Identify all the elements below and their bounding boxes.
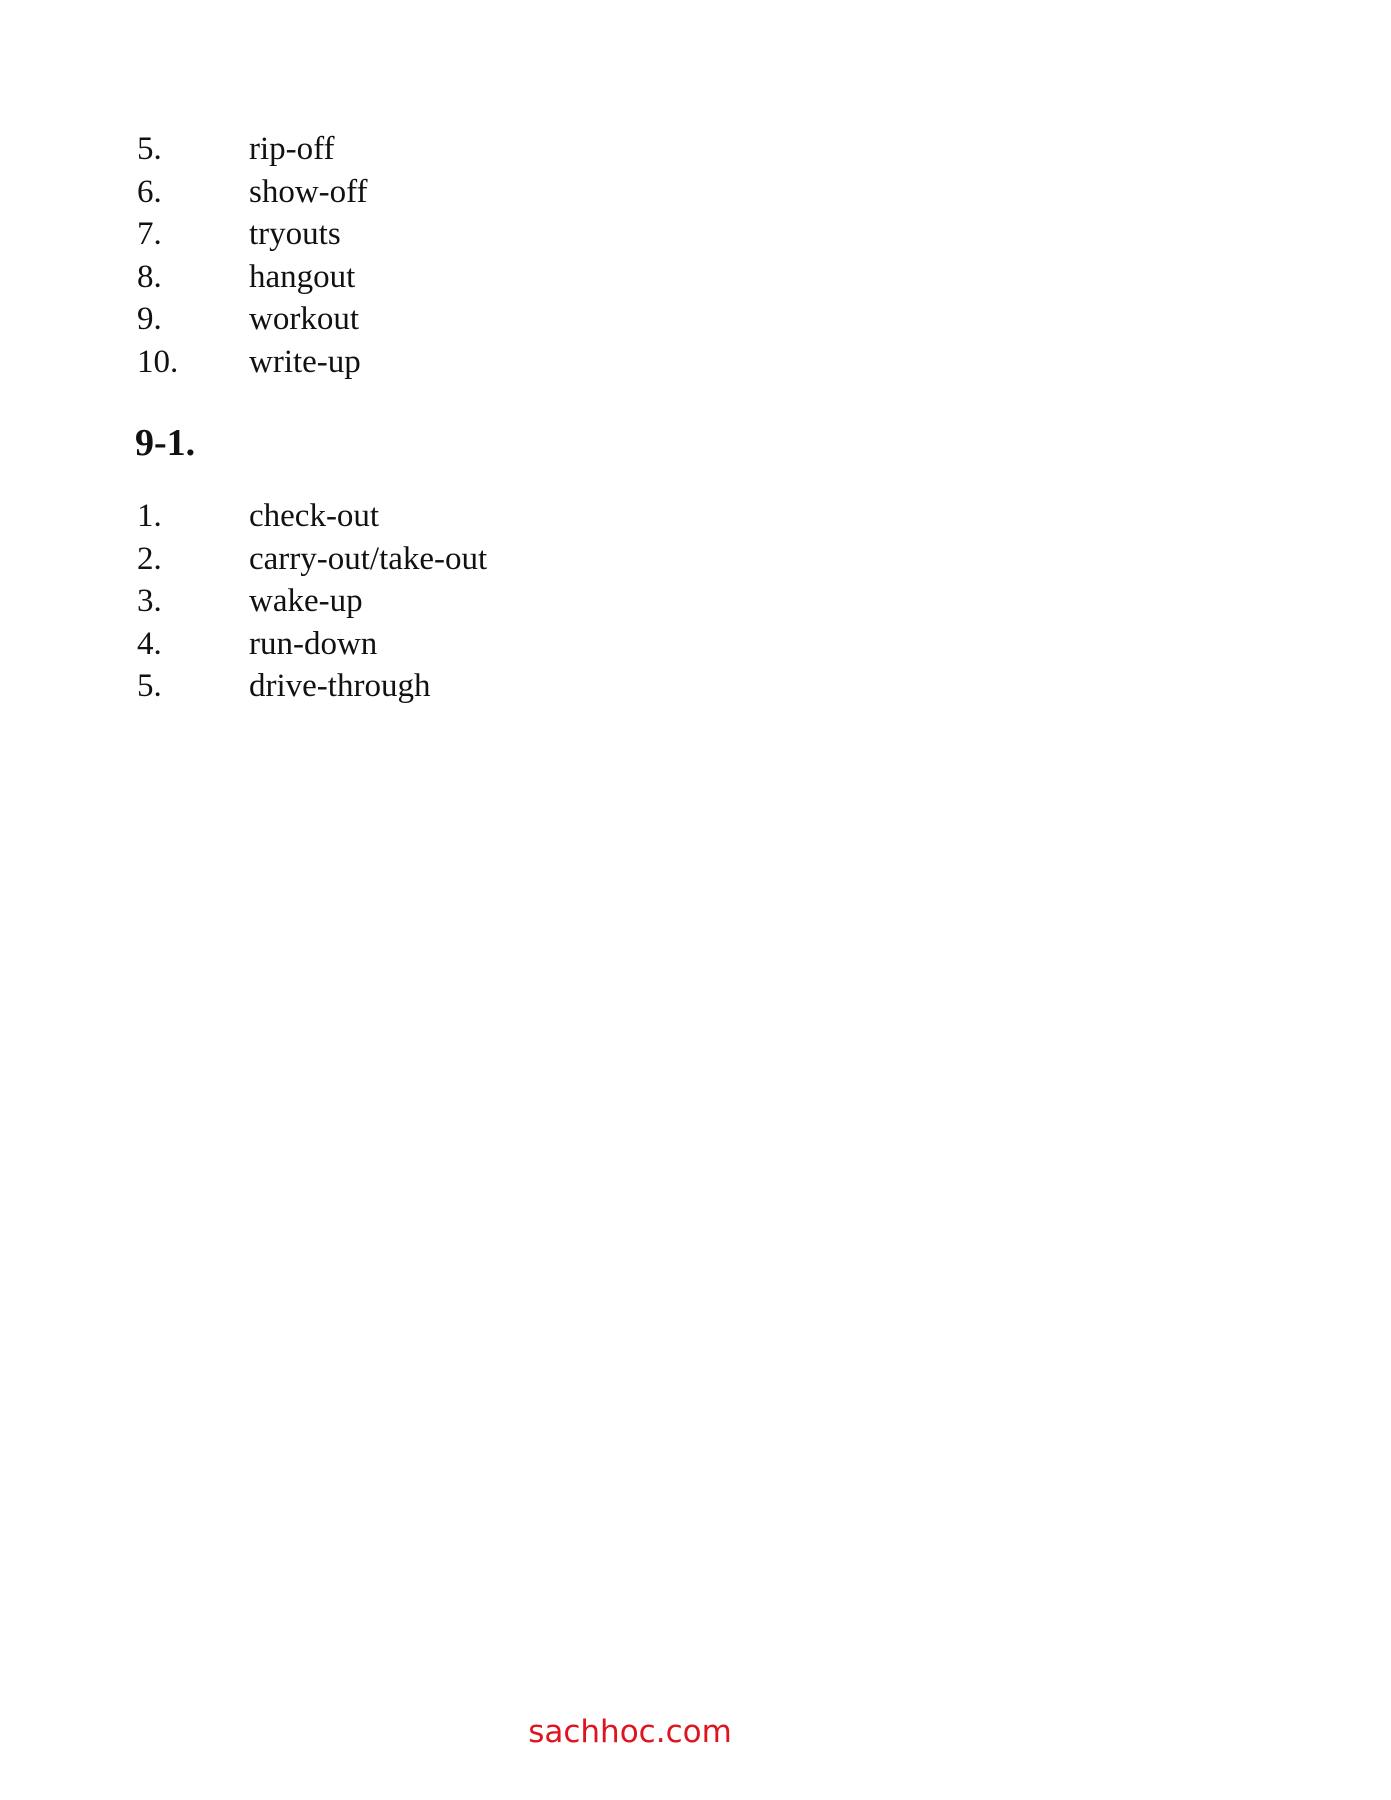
item-text: carry-out/take-out: [249, 540, 488, 577]
item-text: check-out: [249, 498, 380, 534]
item-number: 5.: [137, 668, 162, 705]
item-number: 7.: [137, 216, 162, 253]
item-text: drive-through: [249, 668, 431, 705]
item-number: 3.: [137, 583, 162, 620]
item-number: 1.: [137, 498, 162, 534]
item-number: 9.: [137, 301, 162, 338]
answer-list-section: [137, 495, 487, 708]
item-text: write-up: [249, 343, 361, 380]
item-text: wake-up: [249, 583, 363, 620]
list-item: [137, 580, 487, 623]
item-number: 10.: [137, 343, 179, 380]
item-text: workout: [249, 301, 359, 338]
item-number: 8.: [137, 258, 162, 295]
list-item: [137, 213, 368, 256]
list-item: [137, 623, 487, 666]
item-text: tryouts: [249, 216, 341, 253]
item-number: 6.: [137, 173, 162, 210]
item-text: run-down: [249, 625, 378, 662]
list-item: [137, 298, 368, 341]
list-item: [137, 128, 368, 171]
item-text: rip-off: [249, 131, 335, 167]
section-heading: 9-1.: [135, 422, 196, 464]
item-number: 4.: [137, 625, 162, 662]
item-text: show-off: [249, 173, 368, 210]
watermark: sachhoc.com: [528, 1714, 732, 1750]
item-text: hangout: [249, 258, 356, 295]
item-number: 2.: [137, 540, 162, 577]
answer-list-previous: [137, 128, 368, 384]
list-item: [137, 341, 368, 384]
list-item: [137, 538, 487, 581]
list-item: [137, 171, 368, 214]
item-number: 5.: [137, 131, 162, 167]
list-item: [137, 256, 368, 299]
list-item: [137, 495, 487, 538]
list-item: [137, 665, 487, 708]
